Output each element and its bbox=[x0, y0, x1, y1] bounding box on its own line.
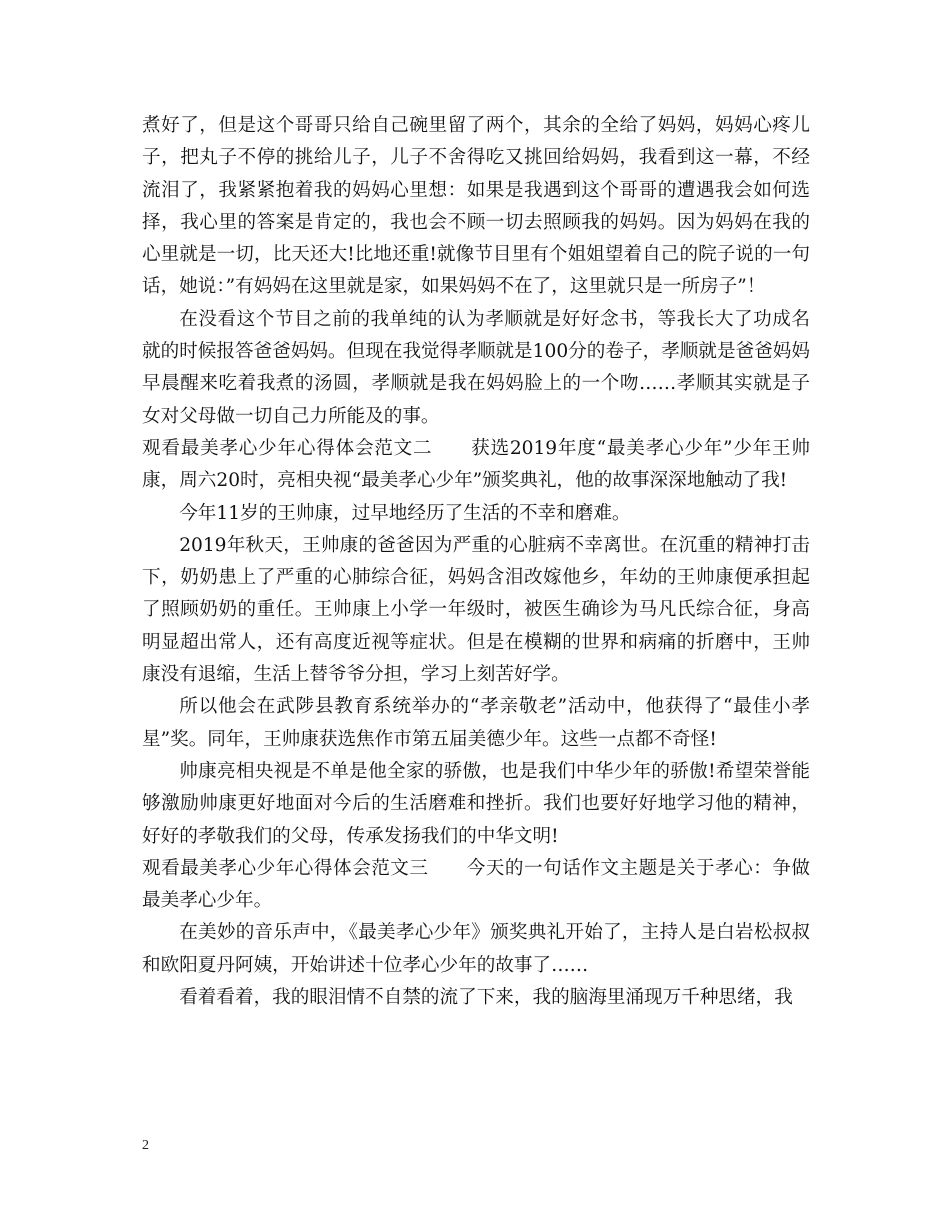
paragraph: 帅康亮相央视是不单是他全家的骄傲，也是我们中华少年的骄傲!希望荣誉能够激励帅康更好地面对今后的生活磨难和挫折。我们也要好好地学习他的精神，好好的孝敬我们的父母，传承发扬我们的中华文明! bbox=[142, 760, 810, 847]
paragraph: 2019年秋天，王帅康的爸爸因为严重的心脏病不幸离世。在沉重的精神打击下，奶奶患上了严重的心肺综合征，妈妈含泪改嫁他乡，年幼的王帅康便承担起了照顾奶奶的重任。王帅康上小学一年级时，被医生确诊为马凡氏综合征，身高明显超出常人，还有高度近视等症状。但是在模糊的世界和病痛的折磨中，王帅康没有退缩，生活上替爷爷分担，学习上刻苦好学。 bbox=[142, 534, 810, 686]
paragraph: 今年11岁的王帅康，过早地经历了生活的不幸和磨难。 bbox=[179, 502, 631, 524]
paragraph: 在美妙的音乐声中，《最美孝心少年》颁奖典礼开始了，主持人是白岩松叔叔和欧阳夏丹阿姨，开始讲述十位孝心少年的故事了…… bbox=[142, 922, 810, 976]
section-heading-paragraph: 观看最美孝心少年心得体会范文三 今天的一句话作文主题是关于孝心：争做最美孝心少年。 bbox=[142, 857, 810, 912]
paragraph: 在没看这个节目之前的我单纯的认为孝顺就是好好念书，等我长大了功成名就的时候报答爸爸妈妈。但现在我觉得孝顺就是100分的卷子，孝顺就是爸爸妈妈早晨醒来吃着我煮的汤圆，孝顺就是我在妈妈脸上的一个吻……孝顺其实就是子女对父母做一切自己力所能及的事。 bbox=[142, 308, 810, 427]
paragraph-continued: 煮好了，但是这个哥哥只给自己碗里留了两个，其余的全给了妈妈，妈妈心疼儿子，把丸子不停的挑给儿子，儿子不舍得吃又挑回给妈妈，我看到这一幕，不经流泪了，我紧紧抱着我的妈妈心里想：如果是我遇到这个哥哥的遭遇我会如何选择，我心里的答案是肯定的，我也会不顾一切去照顾我的妈妈。因为妈妈在我的心里就是一切，比天还大!比地还重!就像节目里有个姐姐望着自己的院子说的一句话，她说：”有妈妈在这里就是家，如果妈妈不在了，这里就只是一所房子”！ bbox=[142, 115, 810, 298]
paragraph: 看着看着，我的眼泪情不自禁的流了下来，我的脑海里涌现万千种思绪，我 bbox=[179, 987, 793, 1009]
document-body bbox=[142, 110, 810, 1014]
page-number: 2 bbox=[142, 1138, 149, 1153]
paragraph: 所以他会在武陟县教育系统举办的“孝亲敬老”活动中，他获得了“最佳小孝星”奖。同年，王帅康获选焦作市第五届美德少年。这些一点都不奇怪! bbox=[142, 696, 810, 750]
section-heading-paragraph: 观看最美孝心少年心得体会范文二 获选2019年度“最美孝心少年”少年王帅康，周六20时，亮相央视“最美孝心少年”颁奖典礼，他的故事深深地触动了我! bbox=[142, 437, 810, 492]
